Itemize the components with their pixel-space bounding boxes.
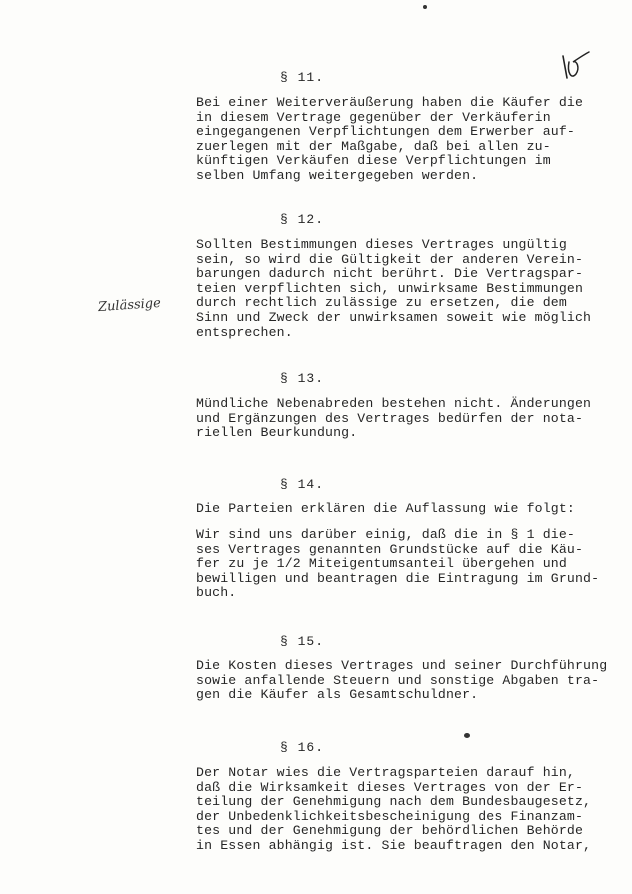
section-heading-14: § 14.	[280, 477, 325, 492]
section-text-15	[196, 658, 608, 703]
text-line: Bei einer Weiterveräußerung haben die Käufer die	[196, 95, 584, 110]
text-line: Sinn und Zweck der unwirksamen soweit wie möglich	[196, 309, 592, 325]
text-line: Die Parteien erklären die Auflassung wie folgt:	[196, 501, 575, 516]
section-text-16	[196, 766, 596, 854]
text-line: barungen dadurch nicht berührt. Die Vertragspar-	[196, 266, 584, 282]
handwritten-page-number	[557, 48, 594, 82]
section-text-14	[196, 502, 596, 517]
section-heading-12: § 12.	[280, 212, 325, 227]
text-line: fer zu je 1/2 Miteigentumsanteil übergehen und	[196, 556, 567, 572]
text-line: in Essen abhängig ist. Sie beauftragen den Notar,	[196, 837, 592, 853]
text-line: Wir sind uns darüber einig, daß die in § 1 die-	[196, 527, 575, 542]
section-heading-11: § 11.	[280, 70, 325, 85]
section-heading-15: § 15.	[280, 634, 325, 649]
section-text-11	[196, 96, 596, 184]
text-line: buch.	[196, 585, 237, 601]
page-number-value: 10	[592, 56, 594, 57]
text-line: entsprechen.	[196, 324, 293, 340]
text-line: sein, so wird die Gültigkeit der anderen Verein-	[196, 251, 584, 267]
text-line: der Unbedenklichkeitsbescheinigung des Finanzam-	[196, 808, 584, 824]
margin-note: Zulässige	[97, 295, 162, 316]
text-line: Mündliche Nebenabreden bestehen nicht. Änderungen	[196, 396, 592, 411]
text-line: tes und der Genehmigung der behördlichen Behörde	[196, 823, 584, 839]
text-line: riellen Beurkundung.	[196, 425, 358, 441]
text-line: teilung der Genehmigung nach dem Bundesbaugesetz,	[196, 794, 592, 810]
text-line: in diesem Vertrage gegenüber der Verkäuferin	[196, 109, 551, 125]
text-line: ses Vertrages genannten Grundstücke auf die Käu-	[196, 541, 584, 557]
text-line: teien verpflichten sich, unwirksame Bestimmungen	[196, 280, 584, 296]
text-line: durch rechtlich zulässige zu ersetzen, die dem	[196, 295, 567, 311]
scan-speck	[464, 733, 470, 738]
section-text-13	[196, 397, 596, 441]
text-line: daß die Wirksamkeit dieses Vertrages von der Er-	[196, 779, 584, 795]
scan-speck	[423, 5, 427, 9]
section-heading-13: § 13.	[280, 371, 325, 386]
text-line: selben Umfang weitergegeben werden.	[196, 167, 479, 183]
text-line: Sollten Bestimmungen dieses Vertrages ungültig	[196, 237, 567, 252]
text-line: eingegangenen Verpflichtungen dem Erwerber auf-	[196, 124, 575, 140]
text-line: Der Notar wies die Vertragsparteien darauf hin,	[196, 765, 575, 780]
text-line: bewilligen und beantragen die Eintragung im Grund-	[196, 570, 600, 586]
text-line: sowie anfallende Steuern und sonstige Abgaben tra-	[196, 672, 600, 688]
text-line: Die Kosten dieses Vertrages und seiner Durchführung	[196, 658, 608, 673]
text-line: gen die Käufer als Gesamtschuldner.	[196, 687, 479, 703]
text-line: künftigen Verkäufen diese Verpflichtungen im	[196, 153, 551, 169]
section-heading-16: § 16.	[280, 740, 325, 755]
text-line: und Ergänzungen des Vertrages bedürfen der nota-	[196, 410, 584, 426]
section-text-12	[196, 238, 596, 340]
text-line: zuerlegen mit der Maßgabe, daß bei allen zu-	[196, 138, 551, 154]
section-text-14-declaration	[196, 527, 600, 601]
